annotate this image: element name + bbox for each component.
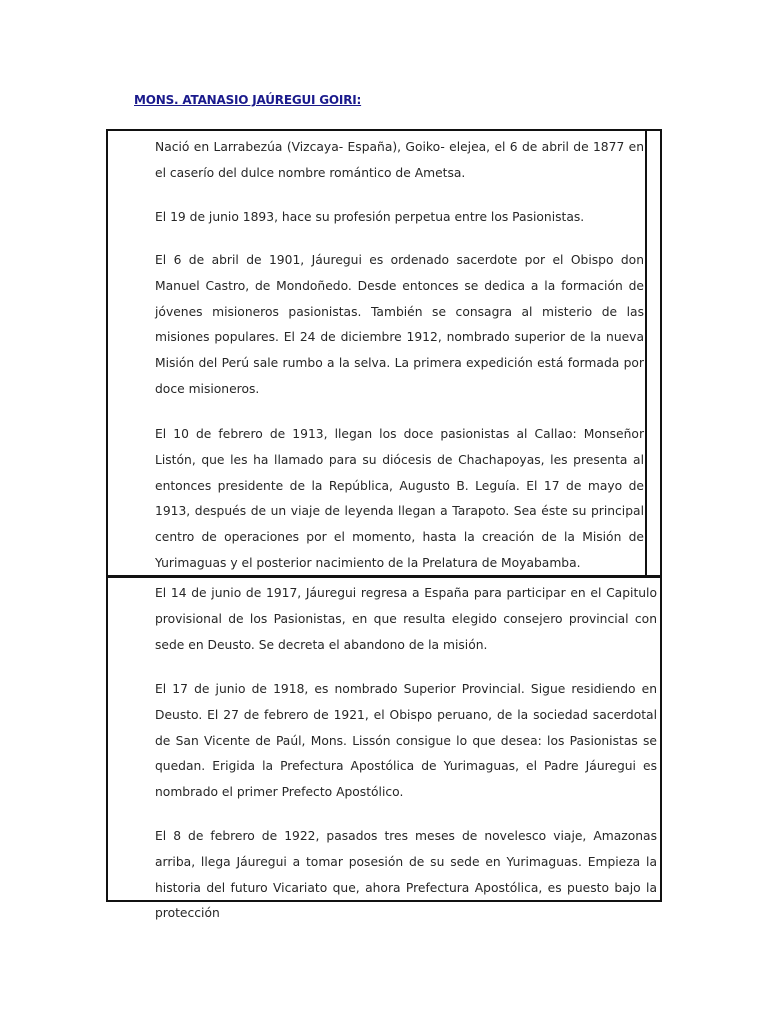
paragraph-ordination: El 6 de abril de 1901, Jáuregui es ordenado sacerdote por el Obispo don Manuel Castro, de Mondoñedo. Desde entonces se dedica a la formación de jóvenes misioneros pasionistas. También se consagra al misterio de las misiones populares. El 24 de diciembre 1912, nombrado superior de la nueva Misión del Perú sale rumbo a la selva. La primera expedición está formada por doce misioneros.	[155, 253, 644, 396]
paragraph-arrival-peru: El 10 de febrero de 1913, llegan los doce pasionistas al Callao: Monseñor Listón, que les ha llamado para su diócesis de Chachapoyas, les presenta al entonces presidente de la República, Augusto B. Leguía. El 17 de mayo de 1913, después de un viaje de leyenda llegan a Tarapoto. Sea éste su principal centro de operaciones por el momento, hasta la creación de la Misión de Yurimaguas y el posterior nacimiento de la Prelatura de Moyabamba.	[155, 427, 644, 570]
page-title: MONS. ATANASIO JAÚREGUI GOIRI:	[134, 93, 362, 107]
paragraph-superior-provincial: El 17 de junio de 1918, es nombrado Superior Provincial. Sigue residiendo en Deusto. El 27 de febrero de 1921, el Obispo peruano, de la sociedad sacerdotal de San Vicente de Paúl, Mons. Lissón consigue lo que desea: los Pasionistas se quedan. Erigida la Prefectura Apostólica de Yurimaguas, el Padre Jáuregui es nombrado el primer Prefecto Apostólico.	[155, 682, 657, 800]
paragraph-birth: Nació en Larrabezúa (Vizcaya- España), Goiko- elejea, el 6 de abril de 1877 en el caserío del dulce nombre romántico de Ametsa.	[155, 140, 644, 180]
paragraph-yurimaguas: El 8 de febrero de 1922, pasados tres meses de novelesco viaje, Amazonas arriba, llega Jáuregui a tomar posesión de su sede en Yurimaguas. Empieza la historia del futuro Vicariato que, ahora Prefectura Apostólica, es puesto bajo la protección	[155, 829, 657, 921]
paragraph-return-spain: El 14 de junio de 1917, Jáuregui regresa a España para participar en el Capitulo provisional de los Pasionistas, en que resulta elegido consejero provincial con sede en Deusto. Se decreta el abandono de la misión.	[155, 586, 657, 652]
paragraph-profession: El 19 de junio 1893, hace su profesión perpetua entre los Pasionistas.	[155, 210, 585, 224]
